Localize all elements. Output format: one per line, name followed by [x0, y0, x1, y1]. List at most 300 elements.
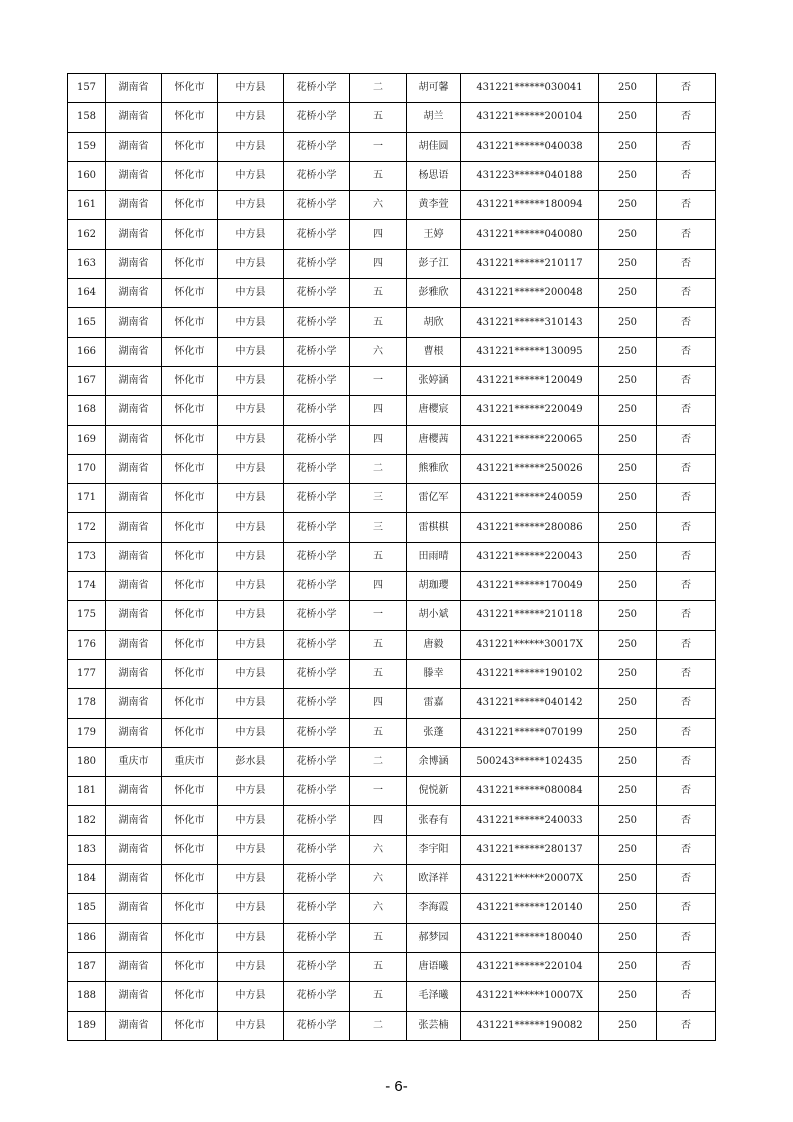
cell-flag: 否 [657, 454, 716, 483]
cell-id-number: 431221******070199 [461, 718, 599, 747]
cell-grade: 六 [350, 191, 407, 220]
cell-flag: 否 [657, 747, 716, 776]
cell-serial-number: 157 [68, 74, 106, 103]
cell-student-name: 滕幸 [407, 659, 461, 688]
cell-city: 怀化市 [162, 161, 218, 190]
cell-county: 中方县 [218, 572, 284, 601]
cell-serial-number: 178 [68, 689, 106, 718]
cell-serial-number: 159 [68, 132, 106, 161]
cell-flag: 否 [657, 103, 716, 132]
cell-city: 怀化市 [162, 952, 218, 981]
cell-province: 湖南省 [106, 132, 162, 161]
cell-student-name: 毛泽曦 [407, 982, 461, 1011]
table-row [68, 425, 716, 454]
cell-amount: 250 [599, 894, 657, 923]
cell-school: 花桥小学 [284, 982, 350, 1011]
cell-student-name: 熊雅欣 [407, 454, 461, 483]
cell-grade: 一 [350, 366, 407, 395]
cell-county: 中方县 [218, 689, 284, 718]
cell-student-name: 唐毅 [407, 630, 461, 659]
cell-id-number: 431221******10007X [461, 982, 599, 1011]
cell-city: 怀化市 [162, 366, 218, 395]
cell-grade: 二 [350, 747, 407, 776]
cell-county: 中方县 [218, 337, 284, 366]
cell-student-name: 黄李萱 [407, 191, 461, 220]
cell-city: 怀化市 [162, 279, 218, 308]
cell-amount: 250 [599, 132, 657, 161]
cell-grade: 二 [350, 454, 407, 483]
cell-grade: 六 [350, 865, 407, 894]
cell-student-name: 胡欣 [407, 308, 461, 337]
cell-flag: 否 [657, 601, 716, 630]
cell-serial-number: 164 [68, 279, 106, 308]
cell-serial-number: 175 [68, 601, 106, 630]
cell-amount: 250 [599, 923, 657, 952]
table-row [68, 865, 716, 894]
table-row [68, 894, 716, 923]
cell-serial-number: 167 [68, 366, 106, 395]
cell-province: 湖南省 [106, 923, 162, 952]
table-row [68, 952, 716, 981]
table-row [68, 191, 716, 220]
cell-serial-number: 172 [68, 513, 106, 542]
table-row [68, 806, 716, 835]
cell-county: 中方县 [218, 249, 284, 278]
table-row [68, 923, 716, 952]
cell-county: 中方县 [218, 366, 284, 395]
cell-school: 花桥小学 [284, 923, 350, 952]
cell-amount: 250 [599, 74, 657, 103]
table-row [68, 366, 716, 395]
cell-grade: 五 [350, 542, 407, 571]
cell-flag: 否 [657, 220, 716, 249]
cell-grade: 四 [350, 249, 407, 278]
cell-county: 彭水县 [218, 747, 284, 776]
cell-student-name: 张蓬 [407, 718, 461, 747]
cell-province: 湖南省 [106, 337, 162, 366]
cell-city: 怀化市 [162, 249, 218, 278]
cell-id-number: 431221******170049 [461, 572, 599, 601]
cell-flag: 否 [657, 630, 716, 659]
cell-flag: 否 [657, 366, 716, 395]
cell-city: 怀化市 [162, 659, 218, 688]
cell-serial-number: 180 [68, 747, 106, 776]
cell-flag: 否 [657, 425, 716, 454]
cell-amount: 250 [599, 865, 657, 894]
cell-serial-number: 176 [68, 630, 106, 659]
cell-city: 怀化市 [162, 865, 218, 894]
table-row [68, 747, 716, 776]
table-row [68, 249, 716, 278]
cell-serial-number: 168 [68, 396, 106, 425]
cell-amount: 250 [599, 718, 657, 747]
cell-city: 怀化市 [162, 132, 218, 161]
cell-id-number: 431221******130095 [461, 337, 599, 366]
cell-school: 花桥小学 [284, 865, 350, 894]
cell-county: 中方县 [218, 425, 284, 454]
table-row [68, 132, 716, 161]
cell-province: 湖南省 [106, 161, 162, 190]
cell-student-name: 彭子江 [407, 249, 461, 278]
cell-grade: 三 [350, 513, 407, 542]
cell-county: 中方县 [218, 806, 284, 835]
cell-student-name: 张芸楠 [407, 1011, 461, 1040]
cell-amount: 250 [599, 777, 657, 806]
cell-school: 花桥小学 [284, 894, 350, 923]
cell-student-name: 胡可馨 [407, 74, 461, 103]
cell-province: 湖南省 [106, 982, 162, 1011]
cell-serial-number: 165 [68, 308, 106, 337]
cell-grade: 五 [350, 630, 407, 659]
cell-school: 花桥小学 [284, 249, 350, 278]
cell-amount: 250 [599, 630, 657, 659]
cell-flag: 否 [657, 161, 716, 190]
cell-city: 怀化市 [162, 103, 218, 132]
cell-school: 花桥小学 [284, 161, 350, 190]
cell-id-number: 431221******240059 [461, 484, 599, 513]
cell-grade: 五 [350, 718, 407, 747]
cell-school: 花桥小学 [284, 659, 350, 688]
cell-school: 花桥小学 [284, 952, 350, 981]
cell-county: 中方县 [218, 777, 284, 806]
cell-amount: 250 [599, 835, 657, 864]
cell-city: 怀化市 [162, 396, 218, 425]
cell-city: 怀化市 [162, 923, 218, 952]
cell-amount: 250 [599, 279, 657, 308]
cell-amount: 250 [599, 308, 657, 337]
cell-province: 重庆市 [106, 747, 162, 776]
cell-amount: 250 [599, 601, 657, 630]
cell-flag: 否 [657, 659, 716, 688]
cell-county: 中方县 [218, 659, 284, 688]
cell-amount: 250 [599, 952, 657, 981]
table-row [68, 337, 716, 366]
cell-city: 怀化市 [162, 630, 218, 659]
table-row [68, 542, 716, 571]
cell-grade: 一 [350, 777, 407, 806]
cell-flag: 否 [657, 484, 716, 513]
cell-flag: 否 [657, 191, 716, 220]
cell-city: 怀化市 [162, 982, 218, 1011]
cell-grade: 二 [350, 1011, 407, 1040]
cell-id-number: 431221******20007X [461, 865, 599, 894]
cell-school: 花桥小学 [284, 718, 350, 747]
cell-grade: 四 [350, 396, 407, 425]
cell-amount: 250 [599, 191, 657, 220]
table-row [68, 601, 716, 630]
cell-province: 湖南省 [106, 513, 162, 542]
cell-serial-number: 184 [68, 865, 106, 894]
cell-province: 湖南省 [106, 1011, 162, 1040]
cell-serial-number: 169 [68, 425, 106, 454]
cell-city: 怀化市 [162, 894, 218, 923]
cell-serial-number: 188 [68, 982, 106, 1011]
cell-flag: 否 [657, 1011, 716, 1040]
cell-student-name: 李海霞 [407, 894, 461, 923]
cell-county: 中方县 [218, 161, 284, 190]
table-row [68, 630, 716, 659]
cell-county: 中方县 [218, 308, 284, 337]
cell-county: 中方县 [218, 191, 284, 220]
cell-province: 湖南省 [106, 777, 162, 806]
cell-county: 中方县 [218, 542, 284, 571]
cell-student-name: 王婷 [407, 220, 461, 249]
cell-county: 中方县 [218, 835, 284, 864]
cell-grade: 五 [350, 161, 407, 190]
cell-county: 中方县 [218, 74, 284, 103]
cell-school: 花桥小学 [284, 337, 350, 366]
cell-grade: 一 [350, 601, 407, 630]
table-row [68, 659, 716, 688]
cell-student-name: 田雨晴 [407, 542, 461, 571]
cell-student-name: 雷棋棋 [407, 513, 461, 542]
cell-province: 湖南省 [106, 542, 162, 571]
cell-flag: 否 [657, 806, 716, 835]
cell-county: 中方县 [218, 923, 284, 952]
records-table-body [68, 74, 716, 1041]
cell-city: 怀化市 [162, 484, 218, 513]
cell-id-number: 431221******200048 [461, 279, 599, 308]
cell-flag: 否 [657, 396, 716, 425]
cell-county: 中方县 [218, 103, 284, 132]
cell-city: 怀化市 [162, 337, 218, 366]
cell-serial-number: 158 [68, 103, 106, 132]
cell-flag: 否 [657, 835, 716, 864]
cell-amount: 250 [599, 220, 657, 249]
cell-grade: 四 [350, 425, 407, 454]
table-row [68, 454, 716, 483]
cell-id-number: 431221******280086 [461, 513, 599, 542]
cell-province: 湖南省 [106, 396, 162, 425]
cell-flag: 否 [657, 718, 716, 747]
cell-city: 怀化市 [162, 513, 218, 542]
table-row [68, 161, 716, 190]
cell-county: 中方县 [218, 865, 284, 894]
cell-amount: 250 [599, 366, 657, 395]
cell-province: 湖南省 [106, 601, 162, 630]
cell-grade: 四 [350, 572, 407, 601]
cell-city: 怀化市 [162, 74, 218, 103]
cell-id-number: 431221******210117 [461, 249, 599, 278]
table-row [68, 1011, 716, 1040]
cell-student-name: 唐樱茜 [407, 425, 461, 454]
cell-province: 湖南省 [106, 718, 162, 747]
cell-province: 湖南省 [106, 308, 162, 337]
cell-student-name: 余博涵 [407, 747, 461, 776]
cell-county: 中方县 [218, 513, 284, 542]
cell-id-number: 431221******220049 [461, 396, 599, 425]
table-row [68, 513, 716, 542]
cell-student-name: 胡兰 [407, 103, 461, 132]
cell-city: 怀化市 [162, 425, 218, 454]
cell-grade: 五 [350, 952, 407, 981]
cell-county: 中方县 [218, 894, 284, 923]
cell-id-number: 431221******220065 [461, 425, 599, 454]
cell-city: 怀化市 [162, 835, 218, 864]
cell-province: 湖南省 [106, 806, 162, 835]
cell-flag: 否 [657, 542, 716, 571]
cell-flag: 否 [657, 894, 716, 923]
cell-id-number: 431221******190082 [461, 1011, 599, 1040]
cell-grade: 四 [350, 220, 407, 249]
cell-school: 花桥小学 [284, 454, 350, 483]
cell-school: 花桥小学 [284, 220, 350, 249]
cell-serial-number: 183 [68, 835, 106, 864]
cell-school: 花桥小学 [284, 132, 350, 161]
cell-serial-number: 171 [68, 484, 106, 513]
cell-amount: 250 [599, 513, 657, 542]
cell-school: 花桥小学 [284, 835, 350, 864]
cell-city: 怀化市 [162, 572, 218, 601]
cell-id-number: 431221******30017X [461, 630, 599, 659]
cell-flag: 否 [657, 572, 716, 601]
cell-student-name: 杨思语 [407, 161, 461, 190]
cell-serial-number: 166 [68, 337, 106, 366]
cell-flag: 否 [657, 689, 716, 718]
cell-city: 怀化市 [162, 542, 218, 571]
cell-grade: 五 [350, 308, 407, 337]
cell-id-number: 431221******190102 [461, 659, 599, 688]
cell-school: 花桥小学 [284, 630, 350, 659]
cell-flag: 否 [657, 865, 716, 894]
cell-serial-number: 163 [68, 249, 106, 278]
cell-school: 花桥小学 [284, 806, 350, 835]
cell-amount: 250 [599, 454, 657, 483]
cell-province: 湖南省 [106, 425, 162, 454]
cell-student-name: 欧泽祥 [407, 865, 461, 894]
cell-grade: 三 [350, 484, 407, 513]
cell-city: 怀化市 [162, 308, 218, 337]
cell-amount: 250 [599, 659, 657, 688]
cell-serial-number: 181 [68, 777, 106, 806]
cell-flag: 否 [657, 74, 716, 103]
cell-student-name: 唐语曦 [407, 952, 461, 981]
cell-amount: 250 [599, 982, 657, 1011]
table-row [68, 777, 716, 806]
table-row [68, 308, 716, 337]
records-table [67, 73, 716, 1041]
cell-city: 怀化市 [162, 777, 218, 806]
table-row [68, 484, 716, 513]
cell-serial-number: 187 [68, 952, 106, 981]
cell-id-number: 431221******040080 [461, 220, 599, 249]
cell-province: 湖南省 [106, 630, 162, 659]
cell-grade: 一 [350, 132, 407, 161]
cell-serial-number: 182 [68, 806, 106, 835]
cell-city: 怀化市 [162, 601, 218, 630]
cell-amount: 250 [599, 249, 657, 278]
cell-id-number: 431221******220043 [461, 542, 599, 571]
cell-serial-number: 170 [68, 454, 106, 483]
cell-id-number: 431221******120049 [461, 366, 599, 395]
cell-amount: 250 [599, 572, 657, 601]
cell-flag: 否 [657, 513, 716, 542]
cell-county: 中方县 [218, 1011, 284, 1040]
cell-province: 湖南省 [106, 952, 162, 981]
cell-school: 花桥小学 [284, 572, 350, 601]
cell-serial-number: 186 [68, 923, 106, 952]
cell-student-name: 倪悦新 [407, 777, 461, 806]
cell-grade: 六 [350, 835, 407, 864]
cell-student-name: 郝梦园 [407, 923, 461, 952]
cell-student-name: 雷亿军 [407, 484, 461, 513]
cell-student-name: 唐樱宸 [407, 396, 461, 425]
cell-amount: 250 [599, 806, 657, 835]
cell-province: 湖南省 [106, 689, 162, 718]
cell-id-number: 431221******280137 [461, 835, 599, 864]
cell-student-name: 雷嘉 [407, 689, 461, 718]
cell-id-number: 431221******250026 [461, 454, 599, 483]
cell-school: 花桥小学 [284, 747, 350, 776]
cell-city: 怀化市 [162, 689, 218, 718]
cell-id-number: 431221******040142 [461, 689, 599, 718]
cell-serial-number: 160 [68, 161, 106, 190]
cell-school: 花桥小学 [284, 103, 350, 132]
cell-school: 花桥小学 [284, 366, 350, 395]
cell-grade: 四 [350, 689, 407, 718]
table-row [68, 279, 716, 308]
cell-province: 湖南省 [106, 103, 162, 132]
cell-serial-number: 162 [68, 220, 106, 249]
table-row [68, 982, 716, 1011]
cell-school: 花桥小学 [284, 513, 350, 542]
cell-county: 中方县 [218, 982, 284, 1011]
cell-id-number: 431221******030041 [461, 74, 599, 103]
cell-grade: 四 [350, 806, 407, 835]
cell-county: 中方县 [218, 454, 284, 483]
cell-flag: 否 [657, 952, 716, 981]
cell-amount: 250 [599, 542, 657, 571]
cell-county: 中方县 [218, 952, 284, 981]
cell-grade: 五 [350, 982, 407, 1011]
cell-county: 中方县 [218, 718, 284, 747]
cell-grade: 五 [350, 103, 407, 132]
cell-province: 湖南省 [106, 659, 162, 688]
cell-amount: 250 [599, 689, 657, 718]
cell-school: 花桥小学 [284, 542, 350, 571]
cell-county: 中方县 [218, 630, 284, 659]
cell-serial-number: 185 [68, 894, 106, 923]
cell-flag: 否 [657, 337, 716, 366]
table-row [68, 835, 716, 864]
cell-school: 花桥小学 [284, 191, 350, 220]
cell-id-number: 431221******210118 [461, 601, 599, 630]
cell-student-name: 曹根 [407, 337, 461, 366]
cell-province: 湖南省 [106, 74, 162, 103]
cell-student-name: 张春有 [407, 806, 461, 835]
cell-city: 怀化市 [162, 806, 218, 835]
cell-amount: 250 [599, 161, 657, 190]
cell-province: 湖南省 [106, 366, 162, 395]
cell-school: 花桥小学 [284, 689, 350, 718]
cell-school: 花桥小学 [284, 279, 350, 308]
cell-grade: 五 [350, 923, 407, 952]
cell-student-name: 李宇阳 [407, 835, 461, 864]
cell-flag: 否 [657, 777, 716, 806]
cell-province: 湖南省 [106, 279, 162, 308]
cell-province: 湖南省 [106, 249, 162, 278]
cell-city: 怀化市 [162, 718, 218, 747]
cell-flag: 否 [657, 923, 716, 952]
cell-province: 湖南省 [106, 865, 162, 894]
cell-province: 湖南省 [106, 191, 162, 220]
cell-province: 湖南省 [106, 454, 162, 483]
cell-province: 湖南省 [106, 220, 162, 249]
cell-amount: 250 [599, 747, 657, 776]
cell-school: 花桥小学 [284, 308, 350, 337]
cell-county: 中方县 [218, 220, 284, 249]
table-row [68, 689, 716, 718]
